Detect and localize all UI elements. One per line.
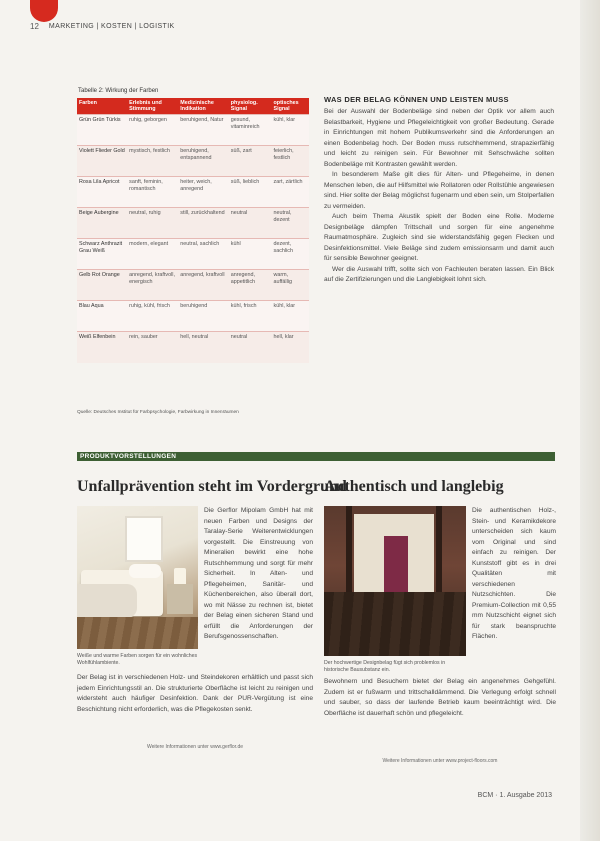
table-cell: anregend, kraftvoll [178, 270, 228, 301]
table-cell: neutral, dezent [272, 208, 310, 239]
table-cell: Gelb Rot Orange [77, 270, 127, 301]
table-cell: Blau Aqua [77, 301, 127, 332]
photo-window [125, 516, 163, 562]
table-header-cell: Farben [77, 98, 127, 115]
table-cell: ruhig, geborgen [127, 115, 178, 146]
body-paragraph: Bei der Auswahl der Bodenbeläge sind neben der Optik vor allem auch Belastbarkeit, Hygiene und Pflegeleichtigkeit von großer Bedeutung. Gerade in Einrichtungen mit hohem Publikumsverkehr sind die Anforderungen an einen Bodenbelag hoch. Der Boden muss rutschhemmend, strapazierfähig und leicht zu reinigen sein. Für Bewohner mit Sehschwäche sollten Bodenbeläge mit Kontrasten gewählt werden. [324, 108, 554, 168]
bedroom-photo [77, 506, 198, 649]
table-cell: heiter, weich, anregend [178, 177, 228, 208]
table-cell: süß, lieblich [229, 177, 272, 208]
left-article-body [77, 673, 313, 715]
left-article-source: Weitere Informationen unter www.gerflor.de [146, 744, 244, 750]
body-paragraph: Die authentischen Holz-, Stein- und Keramikdekore unterscheiden sich kaum vom Original und sind einfach zu reinigen. Der Kunststoff gibt es in drei Qualitäten mit verschiedenen Nutzschichten. Die Premium-Collection mit 0,55 mm Nutzschicht eignet sich für stark beanspruchte Flächen. [472, 507, 556, 640]
table-header-cell: Medizinische Indikation [178, 98, 228, 115]
table-cell: neutral [229, 208, 272, 239]
table-cell: beruhigend, Natur [178, 115, 228, 146]
table-cell: kühl, klar [272, 115, 310, 146]
right-photo-caption: Der hochwertige Designbelag fügt sich problemlos in historische Bausubstanz ein. [324, 660, 446, 673]
body-paragraph: Wer die Auswahl trifft, sollte sich von Fachleuten beraten lassen. Ein Blick auf die Zertifizierungen und die Langlebigkeit lohnt sich. [324, 265, 554, 283]
table-row [77, 177, 309, 208]
table-cell: mystisch, festlich [127, 146, 178, 177]
table-cell: anregend, kraftvoll, energisch [127, 270, 178, 301]
table-cell: hell, neutral [178, 332, 228, 363]
page-header [30, 18, 570, 34]
table-cell: warm, auffällig [272, 270, 310, 301]
table-row [77, 208, 309, 239]
photo-nightstand [167, 584, 193, 614]
page-footer: BCM · 1. Ausgabe 2013 [477, 792, 552, 799]
table-cell: rein, sauber [127, 332, 178, 363]
interior-photo [324, 506, 466, 656]
body-paragraph: Auch beim Thema Akustik spielt der Boden eine Rolle. Moderne Designbeläge dämpfen Trittschall und sorgen für eine angenehme Raumatmosphäre. Zugleich sind sie widerstandsfähig gegen Flecken und Desinfektionsmittel. Viele Beläge sind zudem emissionsarm und damit auch für sensible Bewohner geeignet. [324, 213, 554, 262]
body-paragraph: Der Belag ist in verschiedenen Holz- und Steindekoren erhältlich und passt sich jedem Einrichtungsstil an. Die strukturierte Oberfläche ist leicht zu reinigen und widersteht auch häufiger Desinfektion. Dank der PUR-Vergütung ist eine Beschichtung nicht erforderlich, was die Pflegekosten senkt. [77, 674, 313, 713]
table-cell: neutral, sachlich [178, 239, 228, 270]
table-row [77, 270, 309, 301]
table-cell: kühl, klar [272, 301, 310, 332]
photo-floor [324, 592, 466, 656]
right-article-source: Weitere Informationen unter www.project-floors.com [382, 758, 498, 764]
table-footnote: Quelle: Deutsches Institut für Farbpsychologie, Farbwirkung in Innenräumen [77, 410, 239, 415]
table-header-row [77, 98, 309, 115]
right-article-headline: Authentisch und langlebig [324, 478, 504, 495]
photo-beam [346, 506, 352, 601]
table-row [77, 332, 309, 363]
table-cell: Schwarz Anthrazit Grau Weiß [77, 239, 127, 270]
table-cell: ruhig, kühl, frisch [127, 301, 178, 332]
left-article-headline: Unfallprävention steht im Vordergrund [77, 478, 347, 495]
table-row [77, 146, 309, 177]
table-cell: beruhigend, entspannend [178, 146, 228, 177]
body-paragraph: In besonderem Maße gilt dies für Alten- und Pflegeheime, in denen Menschen leben, die auf Hilfsmittel wie Rollatoren oder Rollstühle angewiesen sind. Hier sollte der Belag möglichst fugenarm und eben sein, um Stolperfallen zu vermeiden. [324, 171, 554, 210]
right-article-body [324, 677, 556, 719]
table-cell: Violett Flieder Gold [77, 146, 127, 177]
table-cell: Grün Grün Türkis [77, 115, 127, 146]
table-cell: still, zurückhaltend [178, 208, 228, 239]
photo-floor [77, 617, 198, 649]
table-row [77, 239, 309, 270]
body-paragraph: Bewohnern und Besuchern bietet der Belag ein angenehmes Gehgefühl. Zudem ist er fußwarm und trittschalldämmend. Die Verlegung erfolgt schnell und sauber, so dass der laufende Betrieb kaum beeinträchtigt wird. Die Oberfläche ist dauerhaft schön und pflegeleicht. [324, 678, 556, 717]
body-paragraph: Die Gerflor Mipolam GmbH hat mit neuen Farben und Designs der Taralay-Serie Weiterentwicklungen vorgestellt. Die Einstreuung von Mineralien bewirkt eine hohe Rutschhemmung und sorgt für mehr Sicherheit. In Alten- und Pflegeheimen, Sanitär- und Küchenbereichen, also überall dort, wo mit Nässe zu rechnen ist, bietet der Belag einen sicheren Stand und erfüllt die Anforderungen der Berufsgenossenschaften. [204, 507, 313, 640]
table-cell: feierlich, festlich [272, 146, 310, 177]
table-cell: dezent, sachlich [272, 239, 310, 270]
table-cell: gesund, vitaminreich [229, 115, 272, 146]
table-cell: neutral [229, 332, 272, 363]
photo-pillow [129, 564, 161, 578]
table-cell: sanft, feminin, romantisch [127, 177, 178, 208]
table-cell: Weiß Elfenbein [77, 332, 127, 363]
color-effect-table [77, 98, 309, 363]
photo-beam [436, 506, 442, 601]
section-band-label: PRODUKTVORSTELLUNGEN [80, 453, 177, 460]
photo-blanket [77, 584, 137, 618]
table-cell: neutral, ruhig [127, 208, 178, 239]
table-header-cell: physiolog. Signal [229, 98, 272, 115]
table-header-cell: Erlebnis und Stimmung [127, 98, 178, 115]
section-title: MARKETING | KOSTEN | LOGISTIK [48, 22, 175, 30]
article-floor-requirements [324, 95, 554, 286]
page-number: 12 [30, 21, 39, 31]
photo-lamp [174, 568, 186, 584]
table-row [77, 301, 309, 332]
table-cell: Rosa Lila Apricot [77, 177, 127, 208]
table-cell: süß, zart [229, 146, 272, 177]
table-row [77, 115, 309, 146]
table-cell: Beige Aubergine [77, 208, 127, 239]
table-cell: beruhigend [178, 301, 228, 332]
table-caption: Tabelle 2: Wirkung der Farben [78, 88, 159, 94]
table-cell: anregend, appetitlich [229, 270, 272, 301]
table-cell: zart, zärtlich [272, 177, 310, 208]
table-cell: hell, klar [272, 332, 310, 363]
left-photo-caption: Weiße und warme Farben sorgen für ein wohnliches Wohlfühlambiente. [77, 653, 198, 666]
table-header-cell: optisches Signal [272, 98, 310, 115]
left-article-column [204, 506, 313, 643]
table-cell: kühl, frisch [229, 301, 272, 332]
page-edge-shadow [580, 0, 600, 841]
photo-door [384, 536, 408, 594]
table-cell: modern, elegant [127, 239, 178, 270]
section-heading: WAS DER BELAG KÖNNEN UND LEISTEN MUSS [324, 95, 509, 104]
table-cell: kühl [229, 239, 272, 270]
right-article-column [472, 506, 556, 643]
